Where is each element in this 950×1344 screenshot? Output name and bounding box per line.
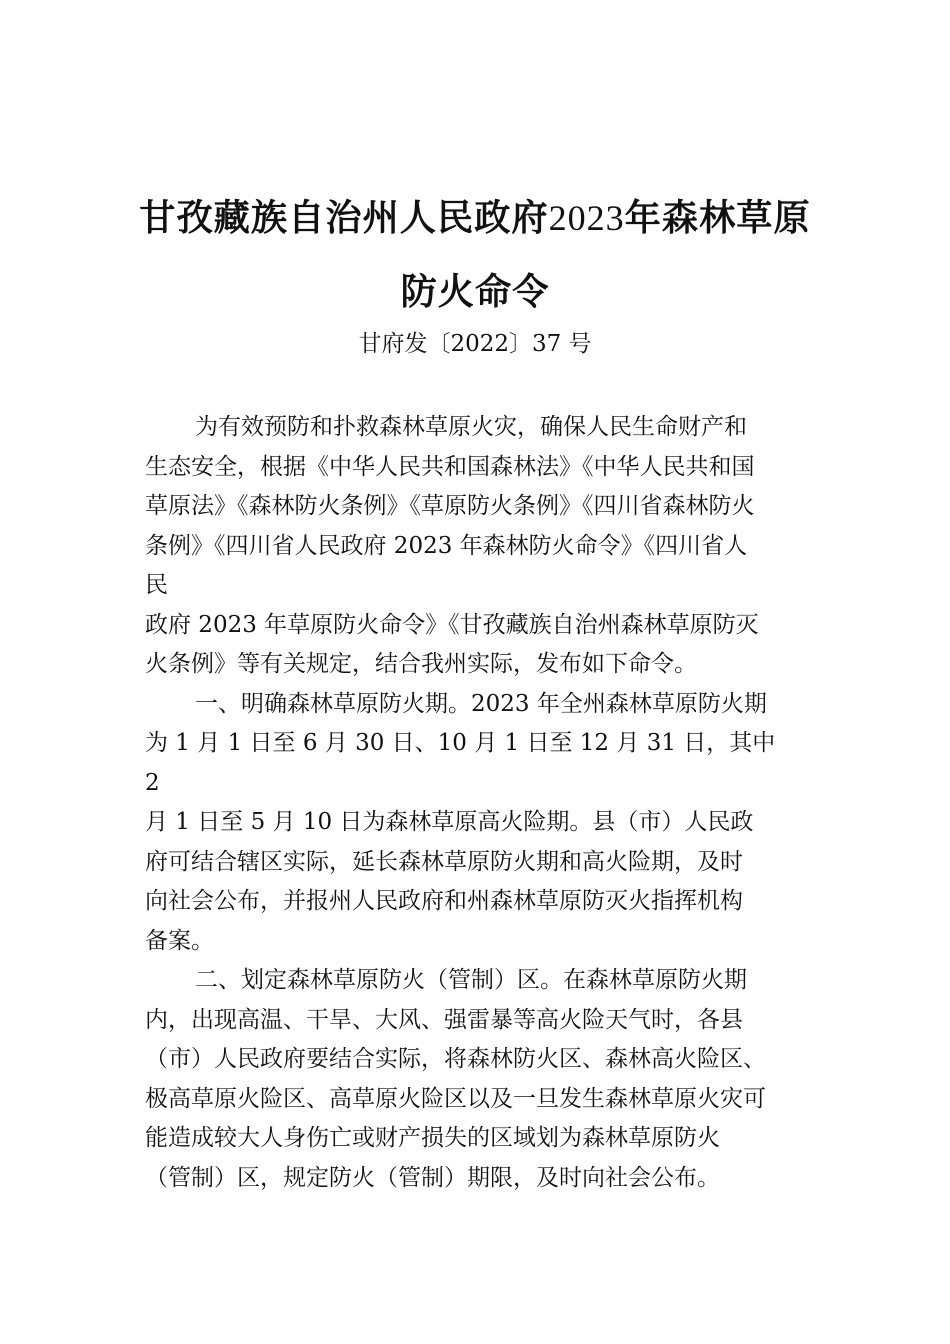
body-line: 草原法》《森林防火条例》《草原防火条例》《四川省森林防火	[145, 493, 755, 519]
body-line: 2	[145, 770, 160, 796]
body-line: （管制）区，规定防火（管制）期限，及时向社会公布。	[145, 1165, 720, 1191]
document-number: 甘府发〔2022〕37 号	[358, 331, 592, 357]
body-line: 内，出现高温、干旱、大风、强雷暴等高火险天气时，各县	[145, 1007, 743, 1033]
document-title-line-2: 防火命令	[400, 270, 550, 313]
body-line: 为 1 月 1 日至 6 月 30 日、10 月 1 日至 12 月 31 日，其中	[145, 730, 776, 756]
body-line: 一、明确森林草原防火期。2023 年全州森林草原防火期	[195, 691, 767, 717]
title-year: 2023	[548, 198, 625, 238]
document-title-line-1	[0, 196, 950, 240]
body-line: 生态安全，根据《中华人民共和国森林法》《中华人民共和国	[145, 454, 755, 480]
body-line: 政府 2023 年草原防火命令》《甘孜藏族自治州森林草原防灭	[145, 612, 759, 638]
body-line: 民	[145, 572, 168, 598]
title-text-a: 甘孜藏族自治州人民政府	[139, 196, 549, 239]
body-line: 条例》《四川省人民政府 2023 年森林防火命令》《四川省人	[145, 533, 748, 559]
body-line: 极高草原火险区、高草原火险区以及一旦发生森林草原火灾可	[145, 1086, 766, 1112]
body-line: （市）人民政府要结合实际，将森林防火区、森林高火险区、	[145, 1046, 766, 1072]
body-line: 能造成较大人身伤亡或财产损失的区域划为森林草原防火	[145, 1125, 720, 1151]
body-line: 月 1 日至 5 月 10 日为森林草原高火险期。县（市）人民政	[145, 809, 754, 835]
body-line: 二、划定森林草原防火（管制）区。在森林草原防火期	[195, 967, 747, 993]
body-line: 向社会公布，并报州人民政府和州森林草原防灭火指挥机构	[145, 888, 743, 914]
body-line: 火条例》等有关规定，结合我州实际，发布如下命令。	[145, 651, 697, 677]
body-line: 府可结合辖区实际，延长森林草原防火期和高火险期，及时	[145, 849, 743, 875]
body-line: 备案。	[145, 928, 214, 954]
body-line: 为有效预防和扑救森林草原火灾，确保人民生命财产和	[195, 414, 747, 440]
title-text-b: 年森林草原	[624, 196, 811, 239]
